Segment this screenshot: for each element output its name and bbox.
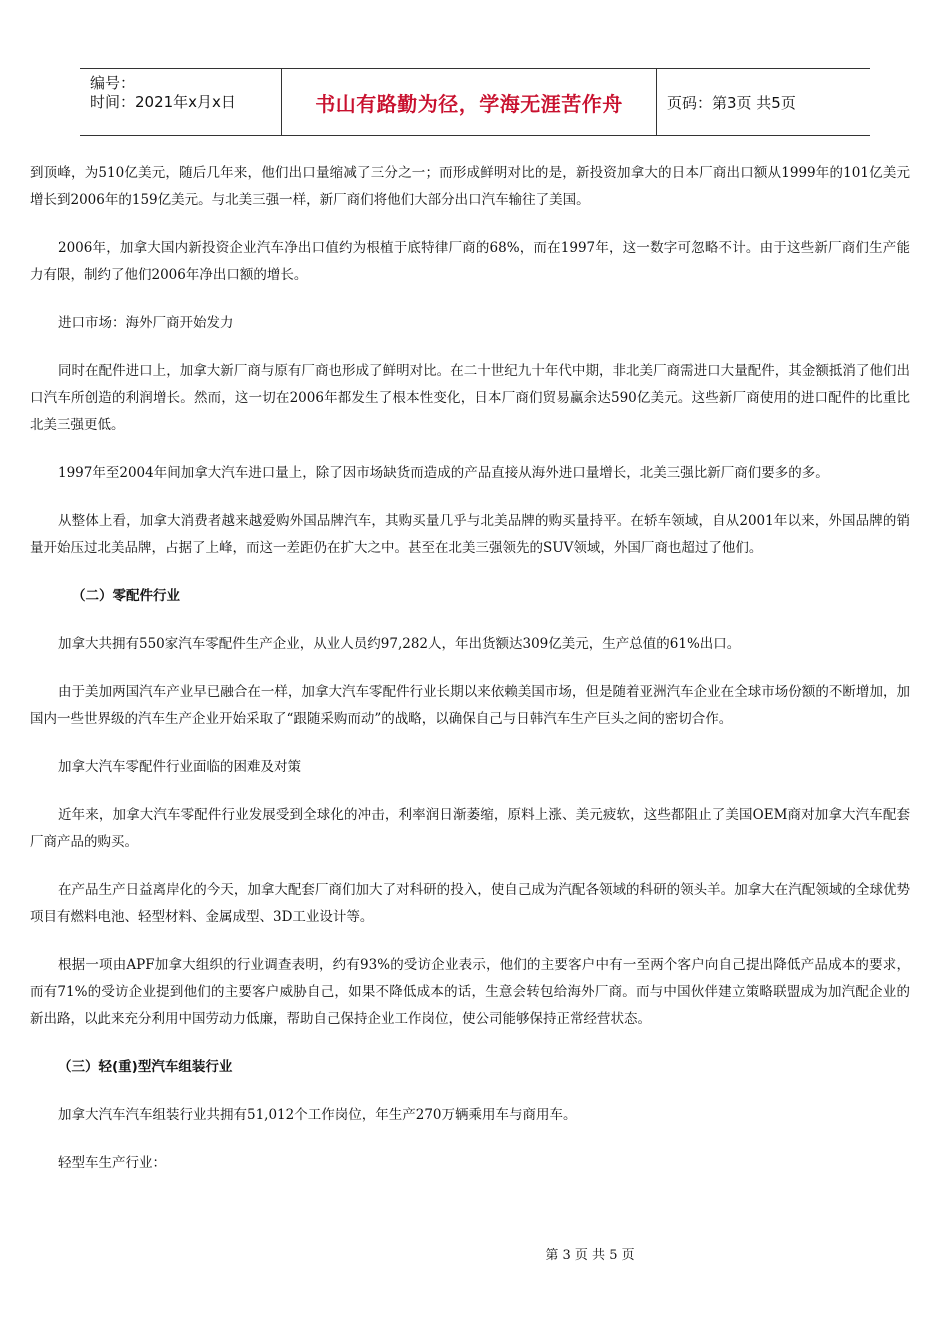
paragraph: 根据一项由APF加拿大组织的行业调查表明，约有93%的受访企业表示，他们的主要客户中有一至两个客户向自己提出降低产品成本的要求，而有71%的受访企业提到他们的主要客户威胁自己，如果不降低成本的话，生意会转包给海外厂商。而与中国伙伴建立策略联盟成为加汽配企业的新出路，以此来充分利用中国劳动力低廉，帮助自己保持企业工作岗位，使公司能够保持正常经营状态。: [30, 957, 910, 1027]
section-heading: （二）零配件行业: [72, 588, 180, 604]
paragraph: 2006年，加拿大国内新投资企业汽车净出口值约为根植于底特律厂商的68%，而在1997年，这一数字可忽略不计。由于这些新厂商们生产能力有限，制约了他们2006年净出口额的增长。: [30, 240, 910, 283]
paragraph: 由于美加两国汽车产业早已融合在一样，加拿大汽车零配件行业长期以来依赖美国市场，但是随着亚洲汽车企业在全球市场份额的不断增加，加国内一些世界级的汽车生产企业开始采取了“跟随采购而动”的战略，以确保自己与日韩汽车生产巨头之间的密切合作。: [30, 684, 910, 727]
document-time-label: 时间：2021年x月x日: [90, 93, 236, 111]
paragraph: 1997年至2004年间加拿大汽车进口量上，除了因市场缺货而造成的产品直接从海外进口量增长，北美三强比新厂商们要多的多。: [58, 465, 829, 481]
page-header: [80, 68, 870, 136]
document-body: [30, 160, 910, 1198]
document-number-label: 编号：: [90, 74, 136, 92]
header-page-number: 页码：第3页 共5页: [667, 93, 796, 112]
header-meta: [80, 69, 281, 135]
paragraph: 加拿大共拥有550家汽车零配件生产企业，从业人员约97,282人，年出货额达309亿美元，生产总值的61%出口。: [58, 636, 741, 652]
header-motto: 书山有路勤为径，学海无涯苦作舟: [281, 69, 657, 135]
paragraph: 轻型车生产行业：: [58, 1155, 166, 1171]
paragraph: 从整体上看，加拿大消费者越来越爱购外国品牌汽车，其购买量几乎与北美品牌的购买量持平。在轿车领域，自从2001年以来，外国品牌的销量开始压过北美品牌，占据了上峰，而这一差距仍在扩大之中。甚至在北美三强领先的SUV领域，外国厂商也超过了他们。: [30, 513, 910, 556]
paragraph: 在产品生产日益离岸化的今天，加拿大配套厂商们加大了对科研的投入，使自己成为汽配各领域的科研的领头羊。加拿大在汽配领域的全球优势项目有燃料电池、轻型材料、金属成型、3D工业设计等。: [30, 882, 910, 925]
page-footer: 第 3 页 共 5 页: [545, 1248, 635, 1263]
paragraph: 加拿大汽车汽车组装行业共拥有51,012个工作岗位，年生产270万辆乘用车与商用车。: [58, 1107, 577, 1123]
paragraph: 到顶峰，为510亿美元，随后几年来，他们出口量缩减了三分之一；而形成鲜明对比的是，新投资加拿大的日本厂商出口额从1999年的101亿美元增长到2006年的159亿美元。与北美三强一样，新厂商们将他们大部分出口汽车输往了美国。: [30, 165, 910, 208]
paragraph: 近年来，加拿大汽车零配件行业发展受到全球化的冲击，利率润日渐萎缩，原料上涨、美元疲软，这些都阻止了美国OEM商对加拿大汽车配套厂商产品的购买。: [30, 807, 910, 850]
paragraph: 同时在配件进口上，加拿大新厂商与原有厂商也形成了鲜明对比。在二十世纪九十年代中期，非北美厂商需进口大量配件，其金额抵消了他们出口汽车所创造的利润增长。然而，这一切在2006年都发生了根本性变化，日本厂商们贸易赢余达590亿美元。这些新厂商使用的进口配件的比重比北美三强更低。: [30, 363, 910, 433]
paragraph: 加拿大汽车零配件行业面临的困难及对策: [58, 759, 301, 775]
section-heading: （三）轻(重)型汽车组装行业: [58, 1059, 233, 1075]
paragraph: 进口市场：海外厂商开始发力: [58, 315, 234, 331]
